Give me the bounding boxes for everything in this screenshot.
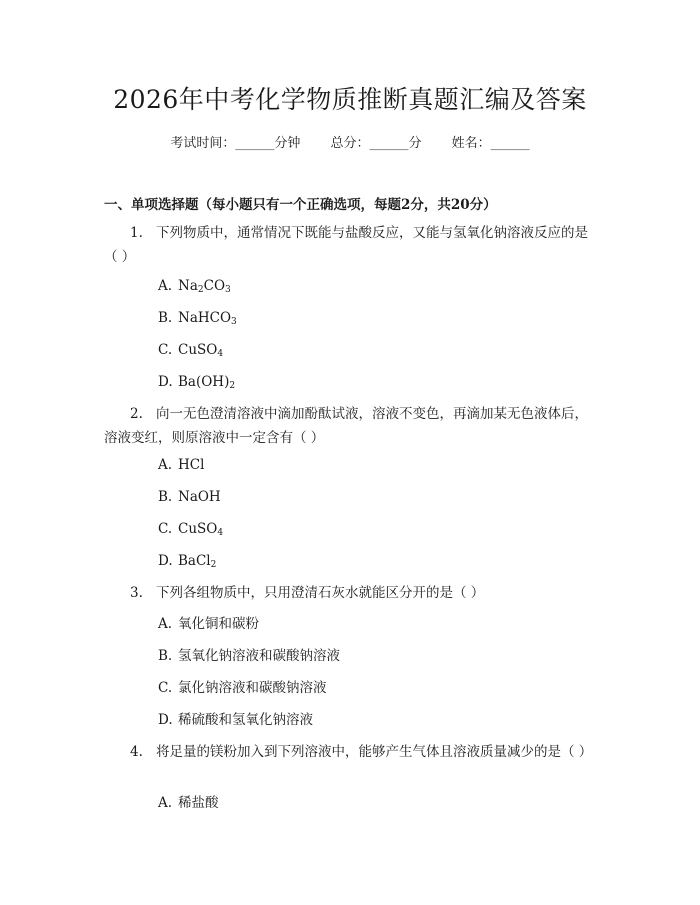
exam-meta: [0, 132, 700, 151]
student-name: 姓名：______: [451, 136, 530, 151]
q1-option-c: [158, 340, 223, 364]
option-text: HCl: [178, 457, 205, 473]
option-text: $Ba(OH)_2$: [178, 374, 236, 391]
section-heading: 一、单项选择题（每小题只有一个正确选项，每题2分，共20分）: [104, 197, 497, 213]
question-number: 4.: [130, 744, 143, 760]
option-text: 氧化铜和碳粉: [178, 616, 259, 632]
question-number: 1.: [130, 225, 143, 241]
option-text: 稀盐酸: [178, 795, 219, 811]
option-letter: D.: [158, 374, 173, 390]
option-letter: A.: [158, 457, 173, 473]
q3-option-d: [158, 710, 313, 730]
question-1: [104, 221, 600, 269]
question-text: 下列各组物质中，只用澄清石灰水就能区分开的是（ ）: [156, 585, 485, 601]
option-letter: B.: [158, 648, 173, 664]
q1-option-d: [158, 372, 235, 396]
option-text: CuSO$_4$: [178, 342, 224, 359]
q2-option-b: [158, 487, 221, 507]
option-letter: C.: [158, 342, 173, 358]
option-text: BaCl$_2$: [178, 553, 217, 570]
option-letter: D.: [158, 712, 173, 728]
q4-option-a: [158, 793, 219, 813]
option-letter: A.: [158, 795, 173, 811]
exam-score: 总分：______分: [330, 136, 422, 151]
option-letter: A.: [158, 616, 173, 632]
q3-option-a: [158, 614, 259, 634]
question-4: [104, 740, 600, 764]
question-text: 下列物质中，通常情况下既能与盐酸反应，又能与氢氧化钠溶液反应的是（ ）: [104, 225, 588, 265]
option-text: $Na_2CO_3$: [178, 278, 231, 295]
q1-option-b: [158, 308, 237, 332]
option-text: CuSO$_4$: [178, 521, 224, 538]
q1-option-a: [158, 276, 231, 300]
option-text: 氯化钠溶液和碳酸钠溶液: [178, 680, 327, 696]
q2-option-a: [158, 455, 204, 475]
q3-option-c: [158, 678, 327, 698]
option-letter: C.: [158, 521, 173, 537]
option-text: 稀硫酸和氢氧化钠溶液: [178, 712, 313, 728]
q3-option-b: [158, 646, 340, 666]
document-title: 2026年中考化学物质推断真题汇编及答案: [113, 85, 587, 114]
q2-option-c: [158, 519, 223, 543]
option-text: NaOH: [178, 489, 221, 505]
question-number: 3.: [130, 585, 143, 601]
option-letter: C.: [158, 680, 173, 696]
question-text: 向一无色澄清溶液中滴加酚酞试液，溶液不变色，再滴加某无色液体后，溶液变红，则原溶液中一定含有（ ）: [104, 406, 588, 446]
question-number: 2.: [130, 406, 143, 422]
option-letter: D.: [158, 553, 173, 569]
option-letter: A.: [158, 278, 173, 294]
option-text: NaHCO$_3$: [178, 310, 237, 327]
q2-option-d: [158, 551, 216, 575]
question-text: 将足量的镁粉加入到下列溶液中，能够产生气体且溶液质量减少的是（ ）: [156, 744, 593, 760]
exam-time: 考试时间：______分钟: [170, 136, 301, 151]
question-3: [104, 581, 600, 605]
question-2: [104, 402, 600, 450]
option-letter: B.: [158, 310, 173, 326]
option-text: 氢氧化钠溶液和碳酸钠溶液: [178, 648, 340, 664]
option-letter: B.: [158, 489, 173, 505]
